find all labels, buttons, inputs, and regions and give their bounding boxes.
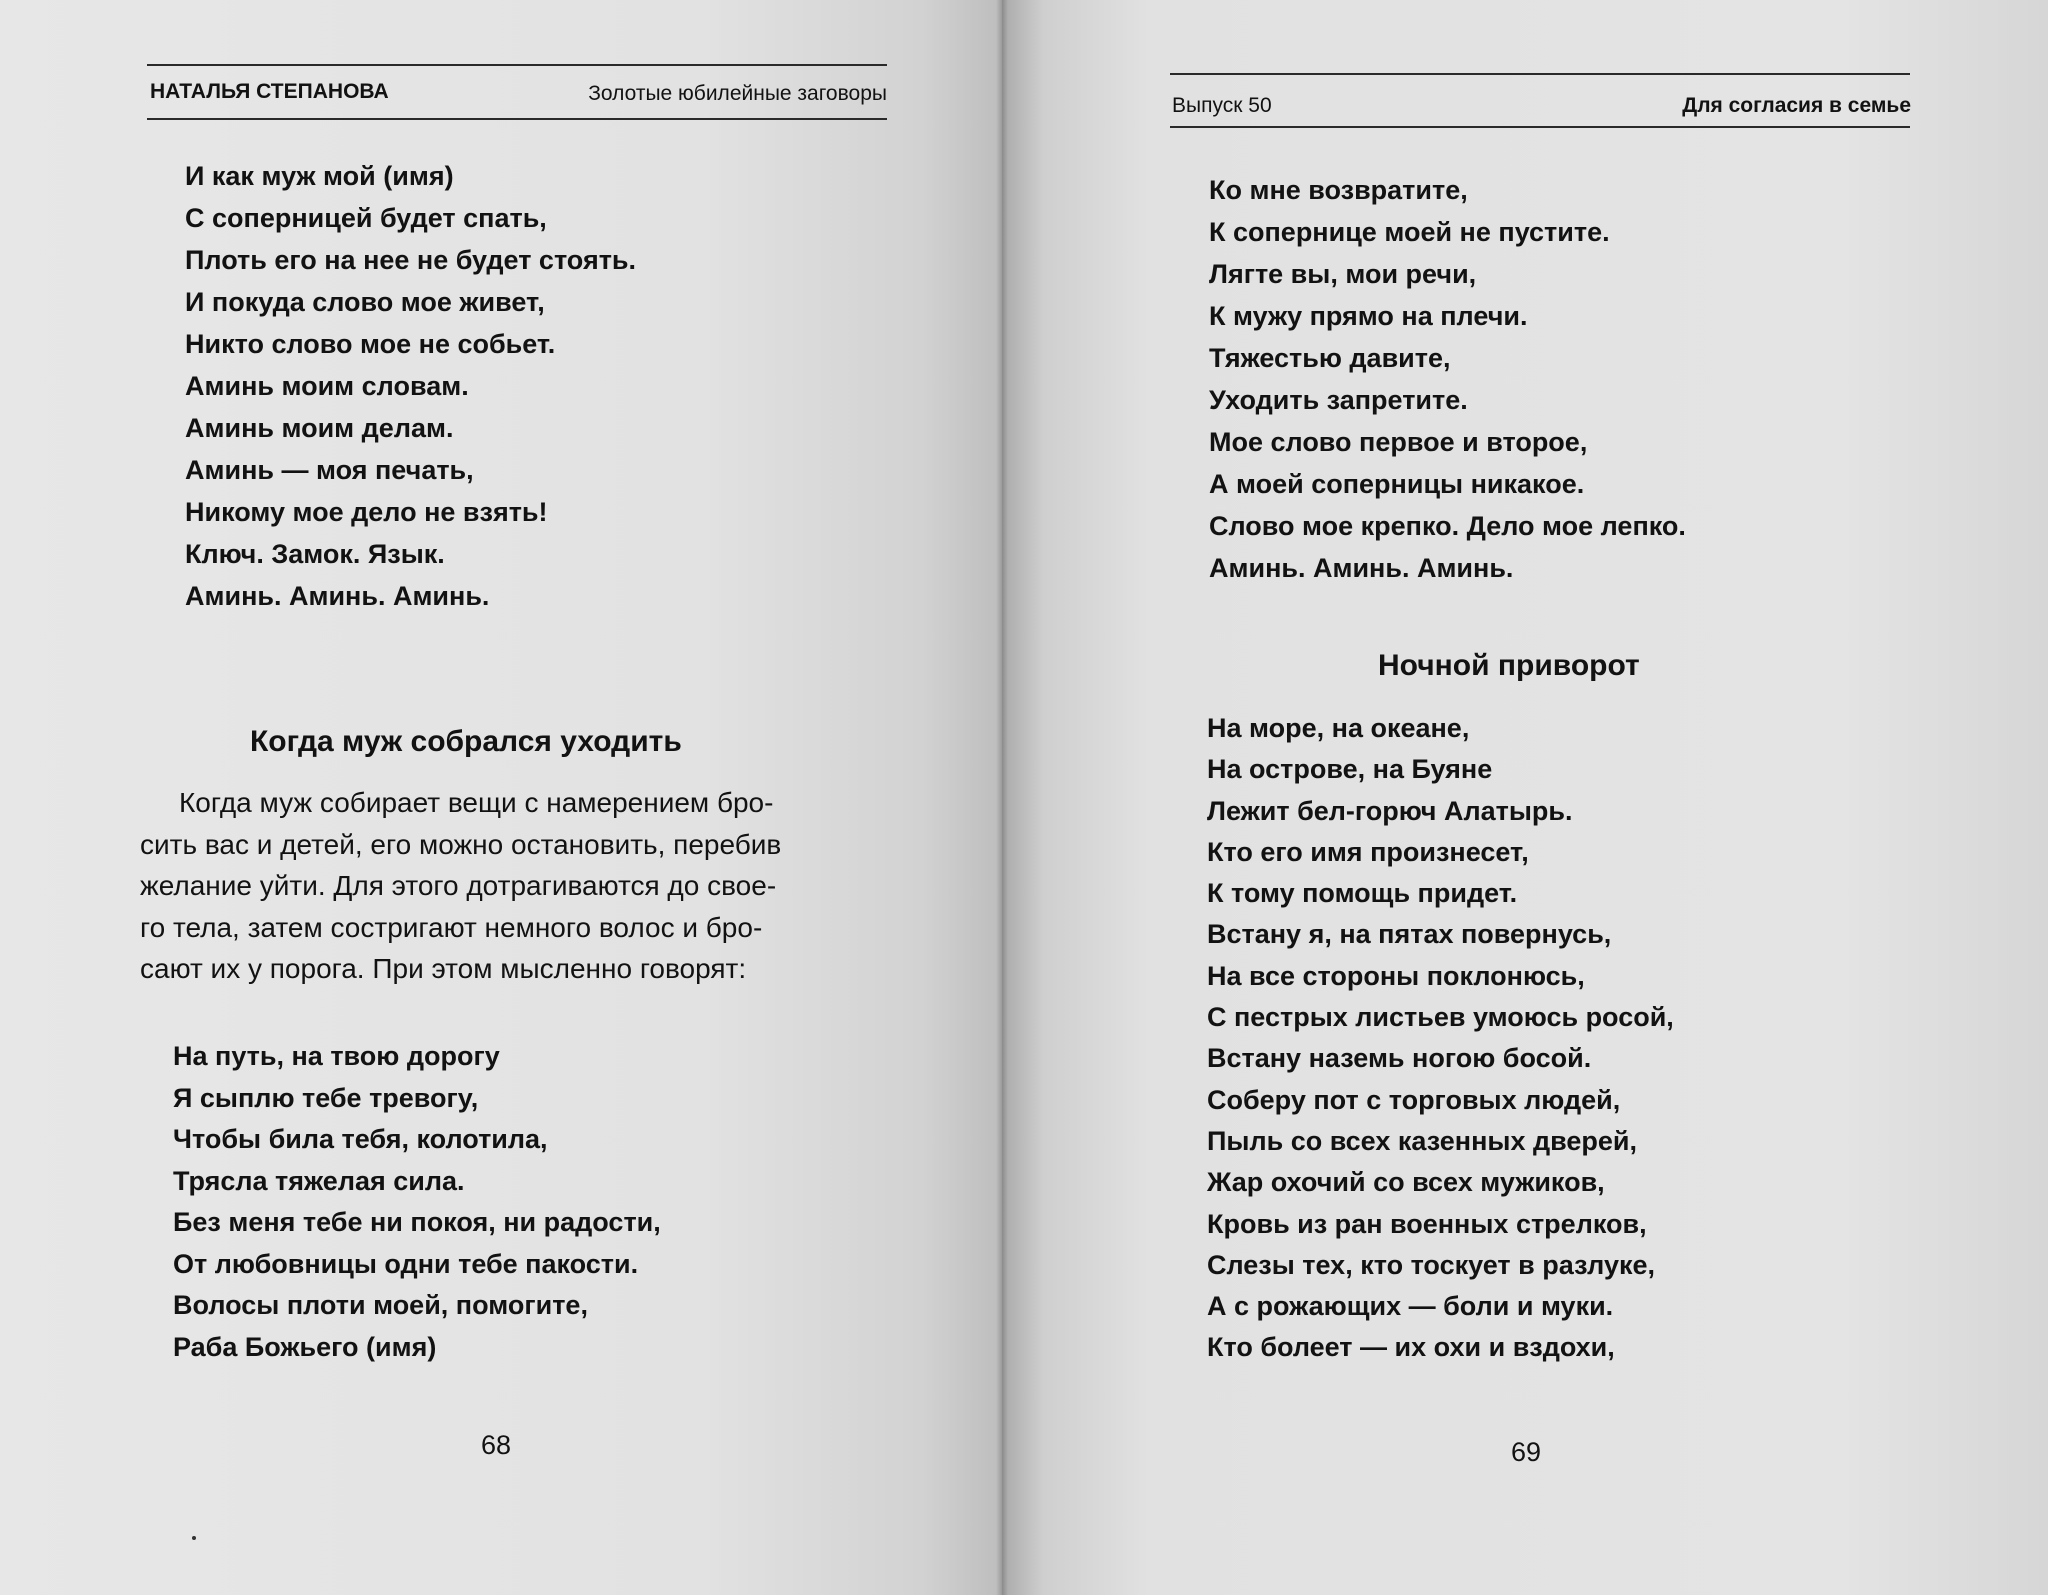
verse-line: Соберу пот с торговых людей, [1207,1084,1621,1115]
header-chapter: Для согласия в семье [1682,94,1911,117]
verse-line: Чтобы била тебя, колотила, [173,1124,548,1154]
verse-line: Никому мое дело не взять! [185,497,548,527]
verse-line: Встану я, на пятах повернусь, [1207,919,1612,950]
header-top-rule [1170,73,1910,75]
page-number: 68 [481,1430,512,1460]
header-top-rule [147,64,887,66]
paragraph-line: желание уйти. Для этого дотрагиваются до свое- [140,870,777,901]
verse-line: Аминь — моя печать, [185,455,474,485]
verse-line: Слезы тех, кто тоскует в разлуке, [1207,1249,1655,1280]
verse-line: Пыль со всех казенных дверей, [1207,1125,1637,1156]
verse-line: Аминь моим делам. [185,413,454,443]
left-page [0,0,1002,1595]
paper-speck [192,1536,196,1540]
verse-line: Никто слово мое не собьет. [185,329,556,359]
verse-line: Встану наземь ногою босой. [1207,1043,1592,1074]
verse-block-top [1209,169,1686,589]
verse-line: Жар охочий со всех мужиков, [1207,1167,1605,1198]
verse-line: К мужу прямо на плечи. [1209,301,1528,331]
header-bottom-rule [147,118,887,120]
verse-line: На путь, на твою дорогу [173,1041,500,1071]
verse-line: Кто болеет — их охи и вздохи, [1207,1332,1615,1363]
verse-line: Аминь. Аминь. Аминь. [185,581,490,611]
header-issue: Выпуск 50 [1172,94,1272,117]
page-number: 69 [1511,1437,1542,1467]
verse-line: Раба Божьего (имя) [173,1331,437,1362]
verse-line: С соперницей будет спать, [185,203,547,233]
paragraph-line: сают их у порога. При этом мысленно говорят: [140,953,747,984]
verse-line: Уходить запретите. [1209,385,1468,415]
section-heading: Ночной приворот [1378,649,1640,682]
book-spine-gutter [996,0,1008,1595]
right-page [1002,0,2048,1595]
verse-line: Тяжестью давите, [1209,343,1451,373]
verse-line: Ключ. Замок. Язык. [185,539,445,569]
paragraph-line: го тела, затем состригают немного волос и бро- [140,911,763,943]
verse-line: На острове, на Буяне [1207,754,1493,785]
verse-block-bottom [1207,708,1674,1369]
verse-line: Волосы плоти моей, помогите, [173,1290,588,1320]
verse-line: Аминь моим словам. [185,371,469,401]
verse-line: Без меня тебе ни покоя, ни радости, [173,1207,661,1237]
verse-line: Лягте вы, мои речи, [1209,259,1477,289]
verse-line: Мое слово первое и второе, [1209,427,1588,457]
verse-block-bottom [173,1036,661,1368]
header-bottom-rule [1170,126,1910,128]
verse-block-top [185,155,636,617]
verse-line: Лежит бел-горюч Алатырь. [1207,795,1573,826]
verse-line: На все стороны поклонюсь, [1207,960,1585,991]
verse-line: Плоть его на нее не будет стоять. [185,245,637,275]
verse-line: К тому помощь придет. [1207,878,1518,909]
header-author: НАТАЛЬЯ СТЕПАНОВА [150,80,389,103]
verse-line: И как муж мой (имя) [185,161,454,191]
section-heading: Когда муж собрался уходить [250,725,682,758]
paragraph-line: Когда муж собирает вещи с намерением бро- [179,787,774,818]
verse-line: Я сыплю тебе тревогу, [173,1082,479,1113]
verse-line: Кровь из ран военных стрелков, [1207,1208,1647,1239]
verse-line: Ко мне возвратите, [1209,175,1468,205]
verse-line: Кто его имя произнесет, [1207,836,1529,867]
verse-line: А моей соперницы никакое. [1209,469,1585,499]
verse-line: Слово мое крепко. Дело мое лепко. [1209,511,1686,541]
verse-line: И покуда слово мое живет, [185,287,545,317]
verse-line: От любовницы одни тебе пакости. [173,1248,639,1279]
verse-line: На море, на океане, [1207,713,1470,743]
paragraph-line: сить вас и детей, его можно остановить, перебив [140,828,782,860]
verse-line: С пестрых листьев умоюсь росой, [1207,1002,1674,1033]
verse-line: К сопернице моей не пустите. [1209,217,1610,247]
verse-line: Аминь. Аминь. Аминь. [1209,553,1514,583]
header-series-title: Золотые юбилейные заговоры [588,82,887,105]
verse-line: Трясла тяжелая сила. [173,1165,465,1196]
paragraph [140,782,781,990]
verse-line: А с рожающих — боли и муки. [1207,1291,1614,1322]
